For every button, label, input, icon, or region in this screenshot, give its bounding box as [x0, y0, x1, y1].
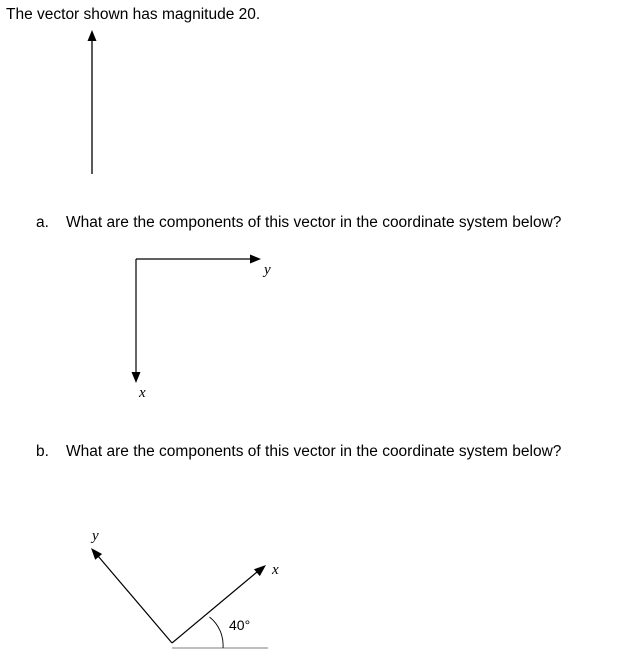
- coord-a-x-label: x: [139, 385, 146, 401]
- coord-b-angle-arc: [210, 617, 224, 648]
- coord-b-y-label: y: [92, 528, 99, 544]
- coord-b-y-axis: [98, 556, 172, 643]
- coord-system-b: [90, 528, 279, 648]
- coord-a-y-arrowhead: [250, 255, 261, 264]
- question-b-text: What are the components of this vector in the coordinate system below?: [66, 443, 562, 460]
- coord-system-a: [132, 255, 272, 402]
- question-b-marker: b.: [36, 443, 49, 460]
- given-vector-arrowhead: [88, 30, 97, 41]
- question-a-marker: a.: [36, 214, 49, 231]
- coord-b-angle-label: 40°: [229, 617, 251, 633]
- coord-a-x-arrowhead: [132, 372, 141, 383]
- given-vector: [88, 30, 97, 174]
- intro-text: The vector shown has magnitude 20.: [6, 6, 261, 23]
- coord-b-x-arrowhead: [254, 565, 266, 576]
- coord-a-y-label: y: [264, 262, 271, 278]
- coord-b-x-label: x: [272, 562, 279, 578]
- question-a-text: What are the components of this vector in the coordinate system below?: [66, 214, 562, 231]
